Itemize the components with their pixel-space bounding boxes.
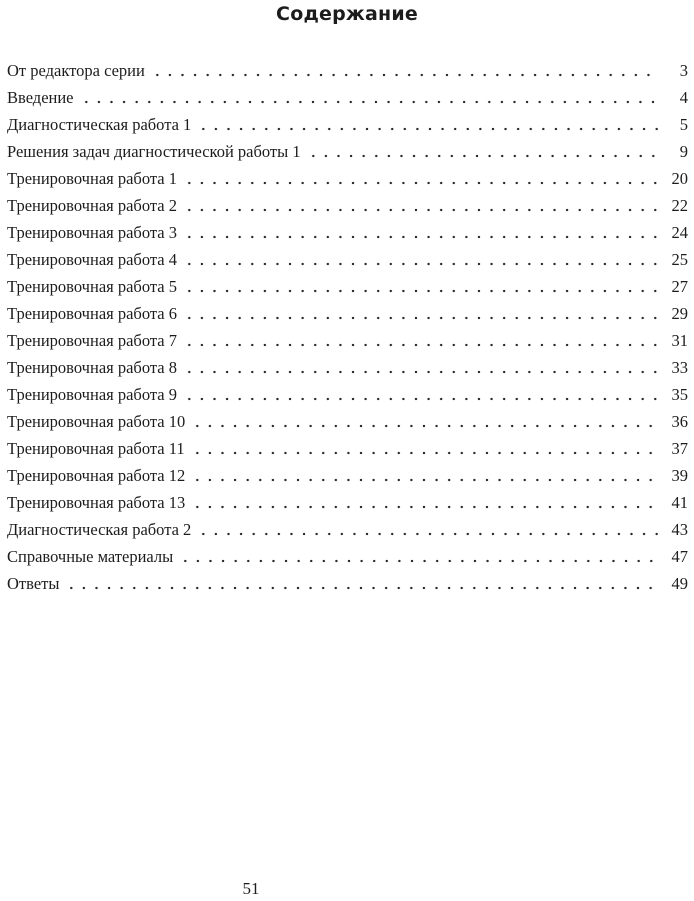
dot-leader xyxy=(183,342,658,348)
toc-entry-label: Тренировочная работа 1 xyxy=(7,169,177,188)
toc-entry xyxy=(7,378,688,405)
toc-entry xyxy=(7,162,688,189)
toc-entry-page: 41 xyxy=(671,493,688,512)
toc-entry-label: Тренировочная работа 2 xyxy=(7,196,177,215)
toc-entry-page: 9 xyxy=(679,142,688,161)
toc-entry-label: Тренировочная работа 13 xyxy=(7,493,186,512)
dot-leader xyxy=(183,234,658,240)
dot-leader xyxy=(151,72,658,78)
toc-entry xyxy=(7,54,688,81)
toc-entry xyxy=(7,432,688,459)
toc-entry-page: 43 xyxy=(671,520,688,539)
toc-entry-label: Справочные материалы xyxy=(7,547,174,566)
page-number: 51 xyxy=(242,879,260,898)
dot-leader xyxy=(183,315,658,321)
toc-entry-label: Тренировочная работа 5 xyxy=(7,277,177,296)
dot-leader xyxy=(183,369,658,375)
dot-leader xyxy=(191,450,658,456)
toc-entry xyxy=(7,405,688,432)
toc-entry xyxy=(7,567,688,594)
toc-entry-label: Диагностическая работа 2 xyxy=(7,520,192,539)
toc-entry-label: Введение xyxy=(7,88,74,107)
dot-leader xyxy=(197,126,658,132)
toc-entry-label: Тренировочная работа 10 xyxy=(7,412,186,431)
toc-entry-page: 4 xyxy=(679,88,688,107)
dot-leader xyxy=(183,288,658,294)
toc-entry-page: 22 xyxy=(671,196,688,215)
toc-entry-label: От редактора серии xyxy=(7,61,145,80)
dot-leader xyxy=(183,396,658,402)
toc-entry xyxy=(7,216,688,243)
toc-entry xyxy=(7,189,688,216)
dot-leader xyxy=(191,504,658,510)
toc-entry-page: 33 xyxy=(671,358,688,377)
toc-entry-page: 47 xyxy=(671,547,688,566)
dot-leader xyxy=(65,585,658,591)
toc-entry-label: Тренировочная работа 11 xyxy=(7,439,185,458)
toc-entry-label: Тренировочная работа 8 xyxy=(7,358,177,377)
dot-leader xyxy=(191,477,658,483)
dot-leader xyxy=(179,558,658,564)
toc-entry xyxy=(7,486,688,513)
toc-entry-label: Тренировочная работа 4 xyxy=(7,250,177,269)
toc-entry-label: Тренировочная работа 3 xyxy=(7,223,177,242)
toc-entry xyxy=(7,135,688,162)
dot-leader xyxy=(307,153,658,159)
toc-entry-label: Ответы xyxy=(7,574,60,593)
dot-leader xyxy=(197,531,658,537)
toc-entry-page: 20 xyxy=(671,169,688,188)
dot-leader xyxy=(191,423,658,429)
toc-entry-page: 39 xyxy=(671,466,688,485)
toc-entry xyxy=(7,351,688,378)
toc-entry xyxy=(7,81,688,108)
toc-entry-page: 24 xyxy=(671,223,688,242)
toc-entry-page: 25 xyxy=(671,250,688,269)
toc-entry xyxy=(7,513,688,540)
toc-entry-label: Тренировочная работа 6 xyxy=(7,304,177,323)
toc-entry-page: 27 xyxy=(671,277,688,296)
toc-entry-page: 36 xyxy=(671,412,688,431)
toc-entry-label: Диагностическая работа 1 xyxy=(7,115,192,134)
toc-entry-label: Решения задач диагностической работы 1 xyxy=(7,142,301,161)
toc-entry-page: 49 xyxy=(671,574,688,593)
toc-entry-page: 29 xyxy=(671,304,688,323)
toc-entry-label: Тренировочная работа 9 xyxy=(7,385,177,404)
toc-entry-label: Тренировочная работа 7 xyxy=(7,331,177,350)
dot-leader xyxy=(183,207,658,213)
toc-entry xyxy=(7,108,688,135)
page-title: Содержание xyxy=(276,3,418,25)
table-of-contents xyxy=(7,54,688,594)
toc-entry-label: Тренировочная работа 12 xyxy=(7,466,186,485)
toc-entry xyxy=(7,324,688,351)
toc-entry xyxy=(7,459,688,486)
dot-leader xyxy=(80,99,658,105)
toc-entry-page: 31 xyxy=(671,331,688,350)
toc-entry xyxy=(7,540,688,567)
dot-leader xyxy=(183,261,658,267)
toc-entry-page: 3 xyxy=(679,61,688,80)
toc-entry-page: 37 xyxy=(671,439,688,458)
dot-leader xyxy=(183,180,658,186)
toc-entry-page: 5 xyxy=(679,115,688,134)
toc-entry xyxy=(7,270,688,297)
toc-entry xyxy=(7,297,688,324)
toc-entry-page: 35 xyxy=(671,385,688,404)
toc-entry xyxy=(7,243,688,270)
